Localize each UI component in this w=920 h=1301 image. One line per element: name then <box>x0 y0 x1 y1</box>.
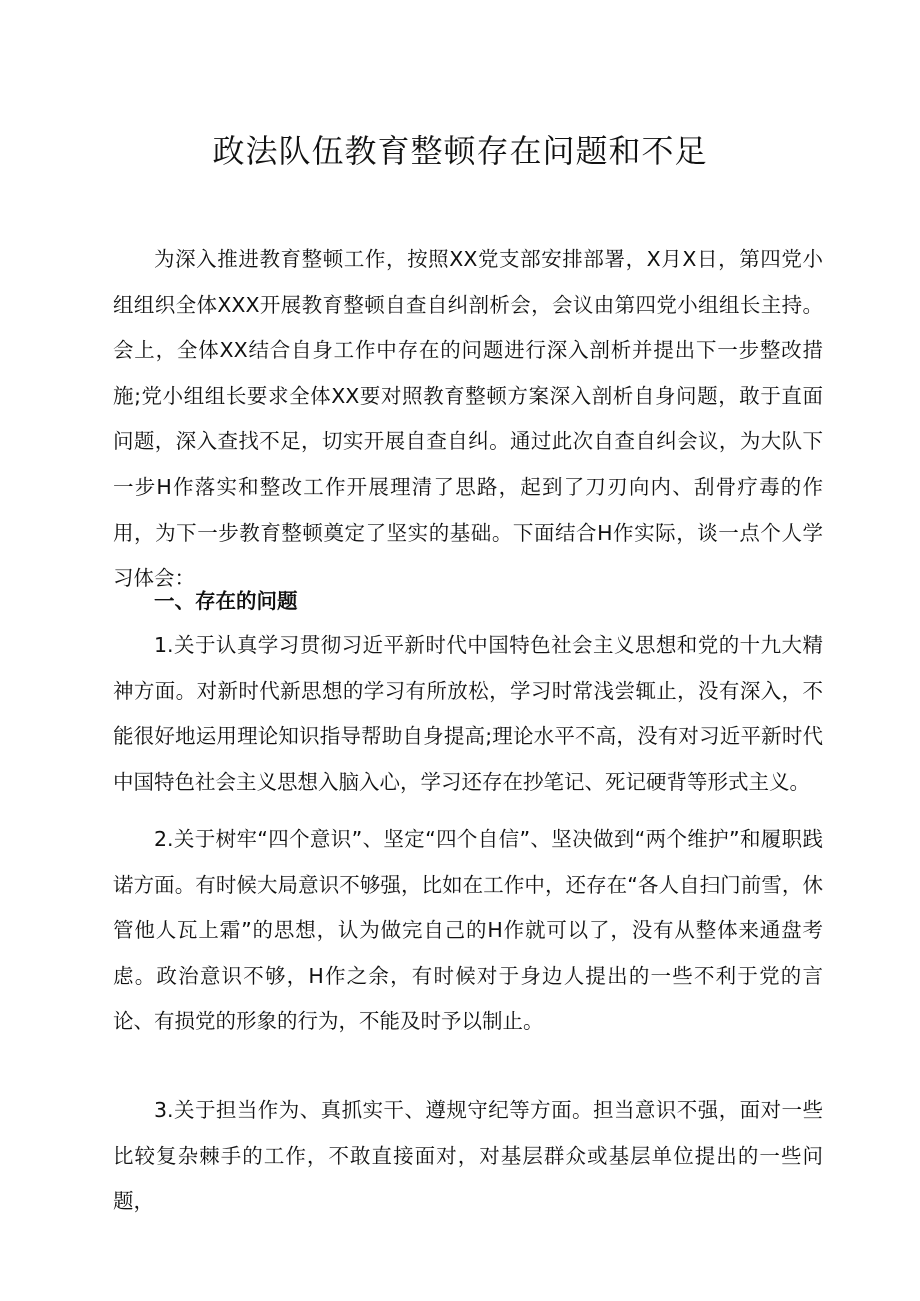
problem-item-3: 3.关于担当作为、真抓实干、遵规守纪等方面。担当意识不强，面对一些比较复杂棘手的工作，不敢直接面对，对基层群众或基层单位提出的一些问题， <box>113 1098 823 1214</box>
section-heading: 一、存在的问题 <box>154 589 298 613</box>
problem-item-2: 2.关于树牢“四个意识”、坚定“四个自信”、坚决做到“两个维护”和履职践诺方面。有时候大局意识不够强，比如在工作中，还存在“各人自扫门前雪，休管他人瓦上霜”的思想，认为做完自己的H作就可以了，没有从整体来通盘考虑。政治意识不够，H作之余，有时候对于身边人提出的一些不利于党的言论、有损党的形象的行为，不能及时予以制止。 <box>113 827 823 1034</box>
document-title: 政法队伍教育整顿存在问题和不足 <box>212 132 708 170</box>
problem-item-1: 1.关于认真学习贯彻习近平新时代中国特色社会主义思想和党的十九大精神方面。对新时代新思想的学习有所放松，学习时常浅尝辄止，没有深入，不能很好地运用理论知识指导帮助自身提高;理论水平不高，没有对习近平新时代中国特色社会主义思想入脑入心，学习还存在抄笔记、死记硬背等形式主义。 <box>113 633 823 794</box>
intro-paragraph: 为深入推进教育整顿工作，按照XX党支部安排部署，X月X日，第四党小组组织全体XXX开展教育整顿自查自纠剖析会，会议由第四党小组组长主持。会上，全体XX结合自身工作中存在的问题进行深入剖析并提出下一步整改措施;党小组组长要求全体XX要对照教育整顿方案深入剖析自身问题，敢于直面问题，深入查找不足，切实开展自查自纠。通过此次自查自纠会议，为大队下一步H作落实和整改工作开展理清了思路，起到了刀刃向内、刮骨疗毒的作用，为下一步教育整顿奠定了坚实的基础。下面结合H作实际，谈一点个人学习体会： <box>113 247 823 591</box>
